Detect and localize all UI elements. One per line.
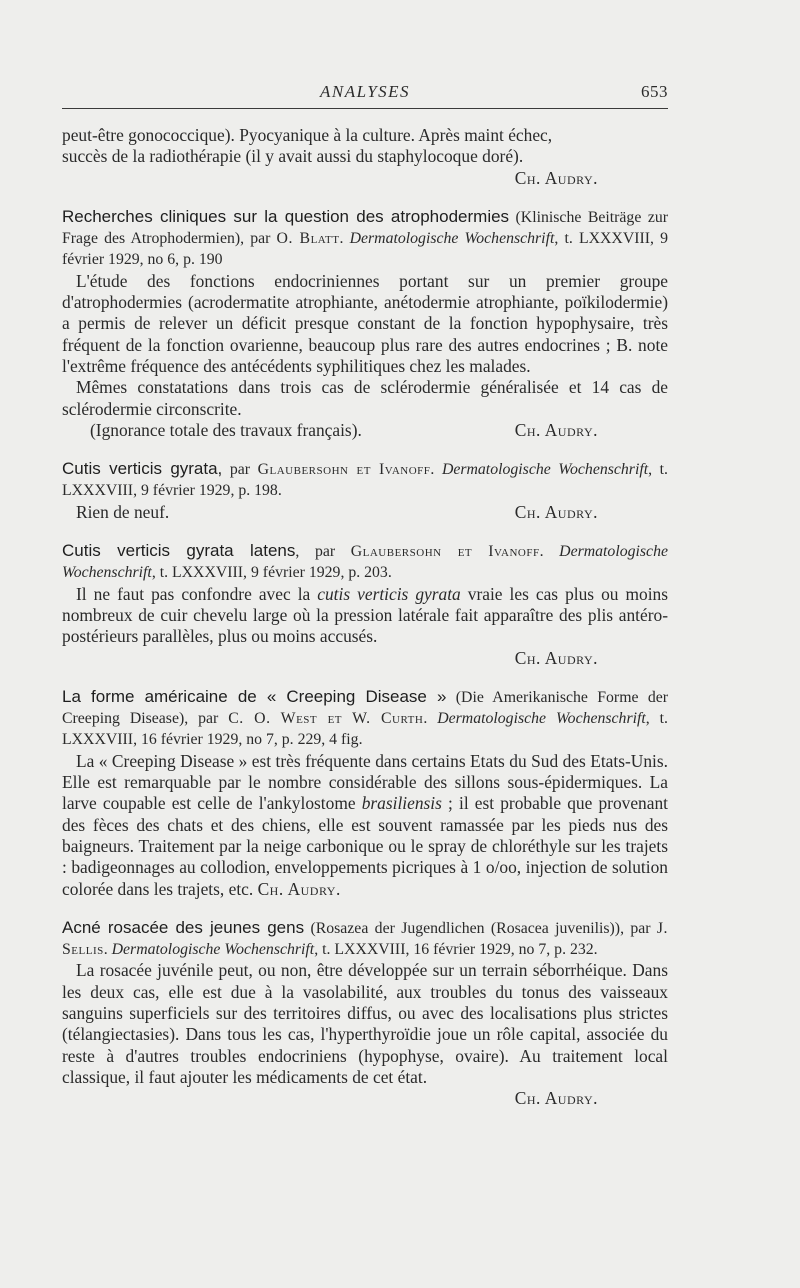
entry-journal: Dermatologische Wochenschrift (437, 710, 646, 728)
author-signature: Ch. Audry. (514, 1088, 598, 1109)
entry-author: Glaubersohn et Ivanoff (257, 461, 431, 479)
entry-paragraph: Mêmes constatations dans trois cas de sclérodermie généralisée et 14 cas de sclérodermie circonscrite. (62, 377, 668, 419)
entry-title: La forme américaine de « Creeping Disease » (62, 686, 447, 706)
entry-author: J. Sellis (62, 919, 668, 959)
entry-reference-details: , t. LXXXVIII, 16 février 1929, no 7, p. 229, 4 fig. (62, 710, 668, 749)
entry-reference-details: , t. LXXXVIII, 9 février 1929, p. 198. (62, 461, 668, 500)
entry-heading (62, 540, 668, 584)
entry-title: Recherches cliniques sur la question des atrophodermies (62, 206, 510, 226)
author-signature: Ch. Audry. (514, 501, 598, 522)
entry-reference: (Klinische Beiträge zur Frage des Atrophodermien), par (62, 208, 668, 248)
entry-journal: Dermatologische Wochenschrift (62, 543, 668, 582)
entry-paragraph: L'étude des fonctions endocriniennes portant sur un premier groupe d'atrophodermies (acrodermatite atrophiante, anétodermie atrophiante, poïkilodermie) a permis de relever un déficit presque constant de la fonction hypophysaire, très fréquent de la fonction ovarienne, beaucoup plus rare des autres endocrines ; B. note l'extrême fréquence des antécédents syphilitiques chez les malades. (62, 270, 668, 376)
abstract-entry (62, 917, 668, 1110)
entry-reference: , par (295, 543, 351, 561)
abstract-entry (62, 540, 668, 669)
entry-closing-remark: Rien de neuf. (76, 501, 170, 522)
entry-heading (62, 686, 668, 751)
entry-reference-separator: . (430, 461, 442, 479)
paragraph-text: Il ne faut pas confondre avec la (76, 583, 318, 604)
entry-reference: (Rosazea der Jugendlichen (Rosacea juvenilis)), par (304, 919, 657, 937)
body-line: peut-être gonococcique). Pyocyanique à la culture. Après maint échec, (62, 125, 553, 145)
abstract-entry (62, 686, 668, 900)
author-signature: Ch. Audry. (514, 647, 598, 668)
abstract-entry (62, 206, 668, 441)
entry-paragraph: La rosacée juvénile peut, ou non, être développée sur un terrain séborrhéique. Dans les deux cas, elle est due à la vasolabilité, aux troubles du tonus des vaisseaux sanguins superficiels sur des territoires diffus, ou avec des localisations plus strictes (télangiectasies). Dans tous les cas, l'hyperthyroïdie joue un rôle capital, associée du reste à d'autres troubles endocriniens (hypophyse, ovaire). Au traitement local classique, il faut ajouter les médicaments de cet état. (62, 960, 668, 1087)
body-line: succès de la radiothérapie (il y avait aussi du staphylocoque doré). (62, 146, 524, 167)
paragraph-text: ; il est probable que provenant des fèces des chats et des chiens, elle est souvent ramassée par les pieds nus des baigneurs. Traitement par la neige carbonique ou le spray de chloréthyle sur les trajets : badigeonnages au collodion, enveloppements picriques à 1 o/oo, injection de solution colorée dans les trajets, etc. (62, 793, 668, 899)
entry-heading (62, 458, 668, 502)
entry-paragraph (62, 584, 668, 648)
entry-author: O. Blatt (276, 230, 340, 248)
paragraph-text: vraie les cas plus ou moins nombreux de cuir chevelu large où la pression latérale fait apparaître des plis antéro-postérieurs parallèles, plus ou moins accusés. (62, 583, 668, 647)
previous-entry-continuation (62, 125, 668, 189)
entry-reference-separator: . (339, 230, 350, 248)
entry-heading (62, 206, 668, 271)
entry-reference: par (222, 461, 258, 479)
entry-title: Acné rosacée des jeunes gens (62, 917, 305, 937)
entry-reference-separator: . (103, 941, 112, 959)
entry-reference-details: , t. LXXXVIII, 9 février 1929, no 6, p. 190 (62, 230, 669, 269)
entry-heading (62, 917, 668, 961)
entry-author: Glaubersohn et Ivanoff (350, 543, 540, 561)
entry-title: Cutis verticis gyrata latens (62, 541, 296, 561)
entry-closing-remark: (Ignorance totale des travaux français). (90, 419, 362, 440)
paragraph-italic-term: cutis verticis gyrata (317, 583, 461, 604)
entry-closing-line (62, 502, 668, 523)
entry-reference-separator: . (539, 543, 560, 561)
entry-journal: Dermatologische Wochenschrift (349, 230, 555, 248)
paragraph-text: La « Creeping Disease » est très fréquente dans certains Etats du Sud des Etats-Unis. Elle est remarquable par le nombre considérable des sillons sous-épidermiques. La larve coupable est celle de l'ankylostome (62, 750, 668, 814)
author-signature: Ch. Audry. (514, 419, 598, 440)
entry-paragraph (62, 751, 668, 900)
running-title: ANALYSES (319, 82, 411, 101)
running-header (62, 78, 668, 104)
entry-journal: Dermatologische Wochenschrift (111, 941, 315, 959)
page-body (62, 125, 668, 1109)
entry-closing-line (62, 420, 668, 441)
paragraph-italic-term: brasiliensis (361, 793, 442, 814)
author-signature: Ch. Audry. (514, 167, 598, 188)
entry-title: Cutis verticis gyrata, (62, 459, 223, 479)
entry-reference-separator: . (423, 710, 438, 728)
page-number: 653 (641, 82, 668, 101)
entry-reference: (Die Amerikanische Forme der Creeping Disease), par (62, 688, 668, 728)
header-rule (62, 108, 668, 109)
entry-reference-details: , t. LXXXVIII, 9 février 1929, p. 203. (151, 564, 392, 582)
entry-journal: Dermatologische Wochenschrift (441, 461, 649, 479)
entry-reference-details: , t. LXXXVIII, 16 février 1929, no 7, p. 232. (314, 941, 598, 959)
author-signature: Ch. Audry. (257, 878, 341, 899)
entry-author: C. O. West et W. Curth (228, 710, 424, 728)
abstract-entry (62, 458, 668, 523)
